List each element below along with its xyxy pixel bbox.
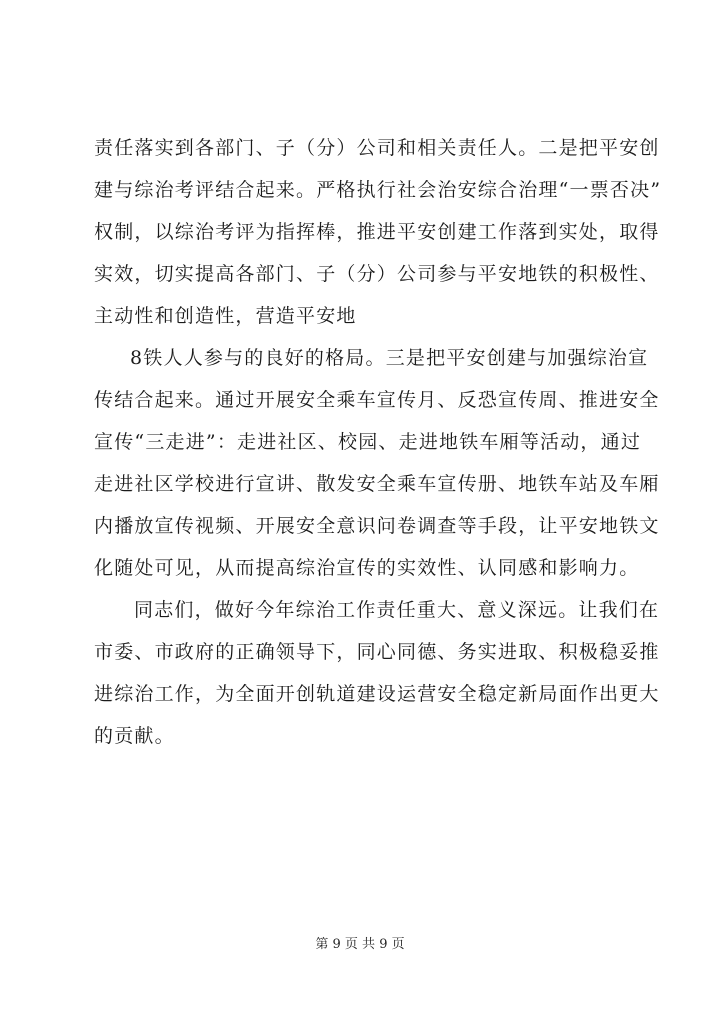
body-line-1: 责任落实到各部门、子（分）公司和相关责任人。二是把平安创 xyxy=(94,137,660,159)
body-line-12: 同志们，做好今年综治工作责任重大、意义深远。让我们在 xyxy=(134,599,660,621)
body-line-7: 传结合起来。通过开展安全乘车宣传月、反恐宣传周、推进安全 xyxy=(94,389,660,411)
body-line-8: 宣传“三走进”：走进社区、校园、走进地铁车厢等活动，通过 xyxy=(94,431,642,453)
body-line-9: 走进社区学校进行宣讲、散发安全乘车宣传册、地铁车站及车厢 xyxy=(94,473,660,495)
body-line-3: 权制，以综治考评为指挥棒，推进平安创建工作落到实处，取得 xyxy=(94,221,660,243)
body-line-10: 内播放宣传视频、开展安全意识问卷调查等手段，让平安地铁文 xyxy=(94,515,660,537)
body-line-11: 化随处可见，从而提高综治宣传的实效性、认同感和影响力。 xyxy=(94,557,640,579)
body-line-15: 的贡献。 xyxy=(94,725,175,747)
body-line-5: 主动性和创造性，营造平安地 xyxy=(94,305,357,327)
body-line-6: 8铁人人参与的良好的格局。三是把平安创建与加强综治宣 xyxy=(130,347,649,369)
body-line-2: 建与综治考评结合起来。严格执行社会治安综合治理“一票否决” xyxy=(94,179,662,201)
body-line-13: 市委、市政府的正确领导下，同心同德、务实进取、积极稳妥推 xyxy=(94,641,660,663)
body-line-4: 实效，切实提高各部门、子（分）公司参与平安地铁的积极性、 xyxy=(94,263,660,285)
body-line-14: 进综治工作，为全面开创轨道建设运营安全稳定新局面作出更大 xyxy=(94,683,660,705)
page-number-footer: 第 9 页 共 9 页 xyxy=(315,937,405,952)
